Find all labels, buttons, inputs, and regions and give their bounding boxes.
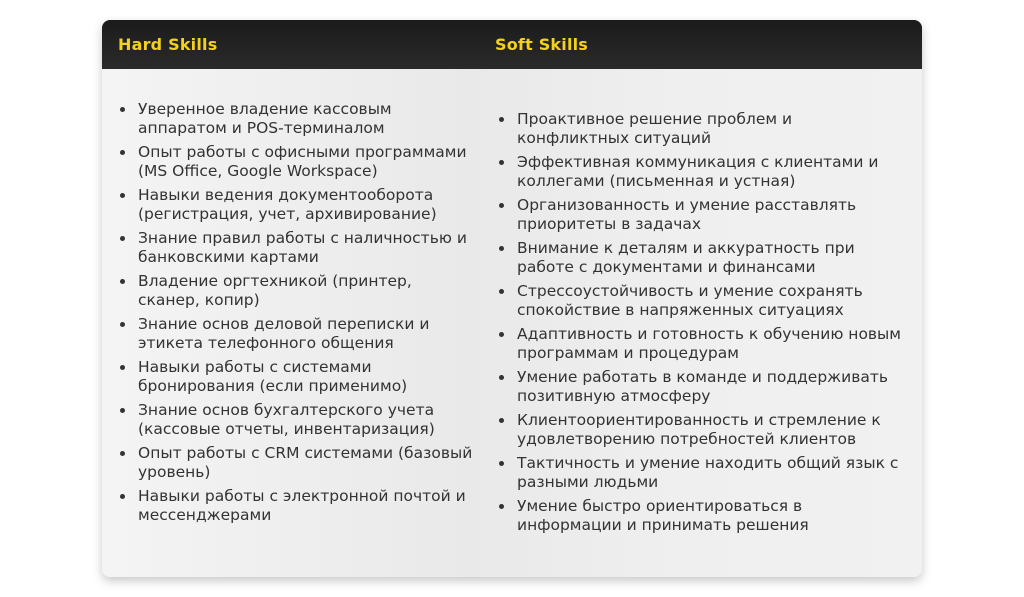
soft-skill-item: Клиентоориентированность и стремление к удовлетворению потребностей клиентов: [497, 411, 907, 449]
soft-skill-item: Стрессоустойчивость и умение сохранять спокойствие в напряженных ситуациях: [497, 282, 907, 320]
skills-card: [102, 20, 922, 577]
soft-skill-item: Умение работать в команде и поддерживать позитивную атмосферу: [497, 368, 907, 406]
soft-skills-list: [497, 110, 907, 535]
hard-skill-item: Знание правил работы с наличностью и банковскими картами: [118, 229, 478, 267]
hard-skills-list: [118, 100, 478, 525]
soft-skill-item: Проактивное решение проблем и конфликтных ситуаций: [497, 110, 907, 148]
soft-skills-column: [497, 110, 907, 540]
soft-skills-title: Soft Skills: [495, 35, 589, 54]
hard-skills-column: [118, 100, 478, 530]
hard-skill-item: Уверенное владение кассовым аппаратом и POS-терминалом: [118, 100, 478, 138]
hard-skills-title: Hard Skills: [118, 35, 218, 54]
soft-skill-item: Умение быстро ориентироваться в информации и принимать решения: [497, 497, 907, 535]
hard-skill-item: Навыки ведения документооборота (регистрация, учет, архивирование): [118, 186, 478, 224]
skills-header: [102, 20, 922, 69]
soft-skill-item: Адаптивность и готовность к обучению новым программам и процедурам: [497, 325, 907, 363]
soft-skill-item: Тактичность и умение находить общий язык с разными людьми: [497, 454, 907, 492]
hard-skill-item: Знание основ деловой переписки и этикета телефонного общения: [118, 315, 478, 353]
hard-skill-item: Навыки работы с электронной почтой и мессенджерами: [118, 487, 478, 525]
soft-skill-item: Организованность и умение расставлять приоритеты в задачах: [497, 196, 907, 234]
hard-skill-item: Опыт работы с CRM системами (базовый уровень): [118, 444, 478, 482]
hard-skill-item: Навыки работы с системами бронирования (если применимо): [118, 358, 478, 396]
hard-skill-item: Опыт работы с офисными программами (MS Office, Google Workspace): [118, 143, 478, 181]
hard-skill-item: Знание основ бухгалтерского учета (кассовые отчеты, инвентаризация): [118, 401, 478, 439]
soft-skill-item: Внимание к деталям и аккуратность при работе с документами и финансами: [497, 239, 907, 277]
soft-skill-item: Эффективная коммуникация с клиентами и коллегами (письменная и устная): [497, 153, 907, 191]
hard-skill-item: Владение оргтехникой (принтер, сканер, копир): [118, 272, 478, 310]
